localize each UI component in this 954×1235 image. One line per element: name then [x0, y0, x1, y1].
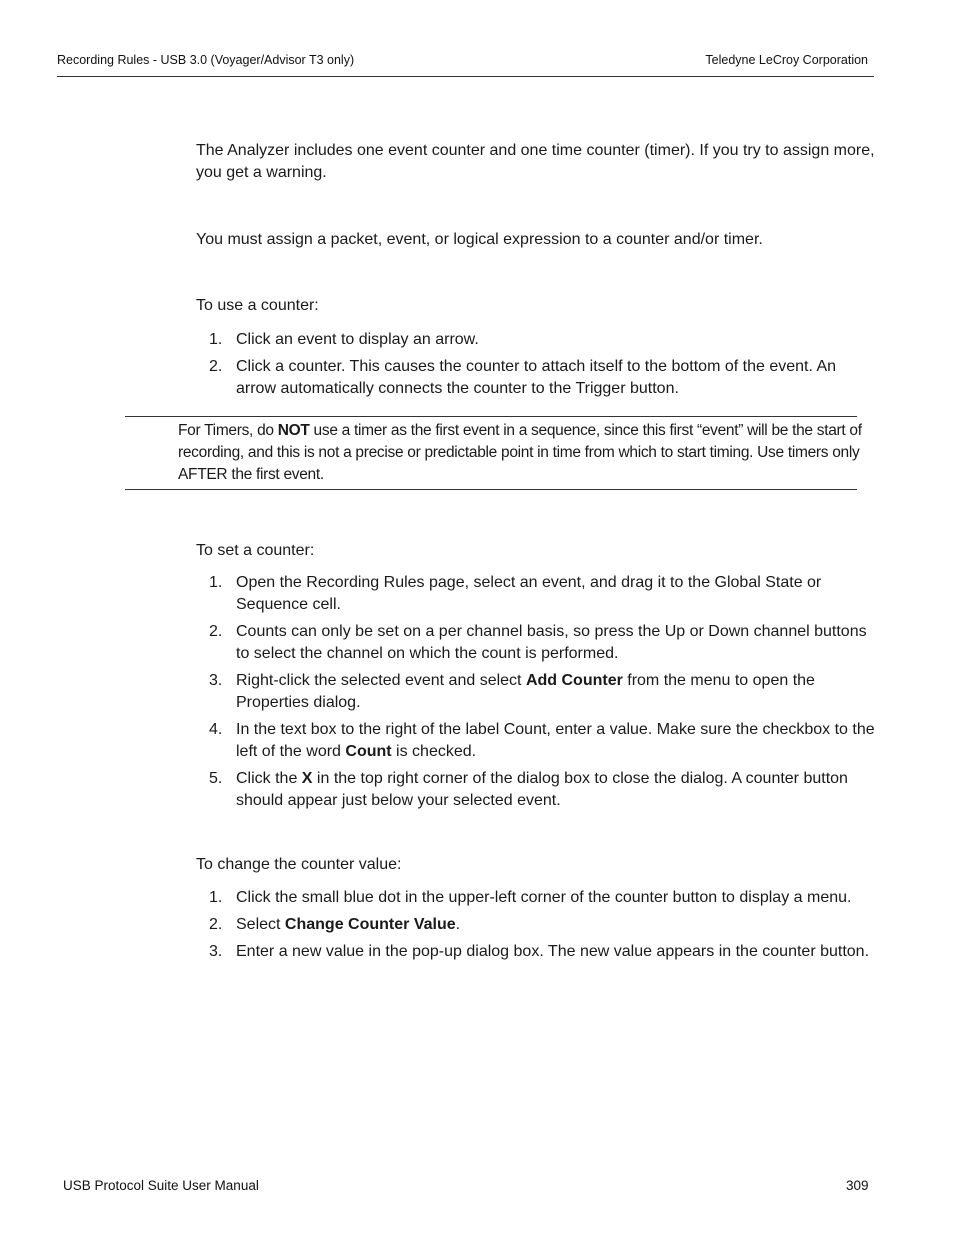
change-counter-steps	[196, 887, 876, 968]
step-text-bold: Add Counter	[525, 672, 623, 689]
list-item	[196, 329, 876, 351]
step-text	[236, 672, 815, 711]
list-item	[196, 621, 876, 665]
step-text: Counts can only be set on a per channel basis, so press the Up or Down channel buttons to select the channel on which the count is performed.	[236, 623, 867, 662]
step-number: 4.	[209, 721, 223, 738]
use-counter-steps	[196, 329, 876, 405]
step-number: 3.	[209, 672, 223, 689]
step-text: Click an event to display an arrow.	[236, 331, 479, 348]
list-item	[196, 768, 876, 812]
step-number: 1.	[209, 574, 223, 591]
step-text-post: from the menu to open the Properties dialog.	[236, 672, 815, 711]
step-number: 1.	[209, 889, 223, 906]
page-header	[57, 52, 874, 77]
note-text-post: use a timer as the first event in a sequence, since this first “event” will be the start of recording, and this is not a precise or predictable point in time from which to start timing. Use timers only AFTER the first event.	[178, 422, 862, 483]
step-text-post: .	[455, 916, 461, 933]
list-item	[196, 356, 876, 400]
step-text: Click a counter. This causes the counter to attach itself to the bottom of the event. An arrow automatically connects the counter to the Trigger button.	[236, 358, 837, 397]
note-text-bold: NOT	[277, 422, 310, 439]
step-number: 3.	[209, 943, 223, 960]
step-text	[236, 770, 848, 809]
list-item	[196, 572, 876, 616]
timer-note-text	[178, 420, 878, 486]
step-number: 2.	[209, 358, 223, 375]
step-text-post: is checked.	[391, 743, 477, 760]
step-text-pre: Right-click the selected event and select	[236, 672, 526, 689]
list-item	[196, 914, 876, 936]
step-text: Open the Recording Rules page, select an event, and drag it to the Global State or Sequence cell.	[236, 574, 822, 613]
step-number: 1.	[209, 331, 223, 348]
list-item	[196, 670, 876, 714]
list-item	[196, 719, 876, 763]
step-number: 2.	[209, 916, 223, 933]
change-counter-heading: To change the counter value:	[196, 856, 402, 873]
assign-paragraph: You must assign a packet, event, or logical expression to a counter and/or timer.	[196, 231, 763, 248]
step-text-bold: Change Counter Value	[284, 916, 456, 933]
step-text-post: in the top right corner of the dialog box to close the dialog. A counter button should appear just below your selected event.	[236, 770, 848, 809]
step-text	[236, 916, 460, 933]
set-counter-steps	[196, 572, 876, 817]
step-text-pre: In the text box to the right of the label Count, enter a value. Make sure the checkbox to the left of the word	[236, 721, 875, 760]
footer-manual-title: USB Protocol Suite User Manual	[63, 1178, 259, 1193]
step-text-bold: Count	[345, 743, 392, 760]
step-text: Enter a new value in the pop-up dialog box. The new value appears in the counter button.	[236, 943, 870, 960]
header-company: Teledyne LeCroy Corporation	[705, 53, 868, 67]
step-text-pre: Click the	[236, 770, 302, 787]
list-item	[196, 887, 876, 909]
set-counter-heading: To set a counter:	[196, 542, 315, 559]
page-number: 309	[846, 1178, 869, 1193]
step-number: 2.	[209, 623, 223, 640]
step-number: 5.	[209, 770, 223, 787]
step-text: Click the small blue dot in the upper-left corner of the counter button to display a menu.	[236, 889, 852, 906]
step-text-pre: Select	[236, 916, 285, 933]
header-section-title: Recording Rules - USB 3.0 (Voyager/Advisor T3 only)	[57, 53, 355, 67]
note-text-pre: For Timers, do	[178, 422, 278, 439]
timer-note-box	[125, 416, 862, 490]
step-text	[236, 721, 875, 760]
step-text-bold: X	[301, 770, 313, 787]
intro-paragraph: The Analyzer includes one event counter and one time counter (timer). If you try to assign more, you get a warning.	[196, 142, 875, 181]
list-item	[196, 941, 876, 963]
use-counter-heading: To use a counter:	[196, 297, 319, 314]
